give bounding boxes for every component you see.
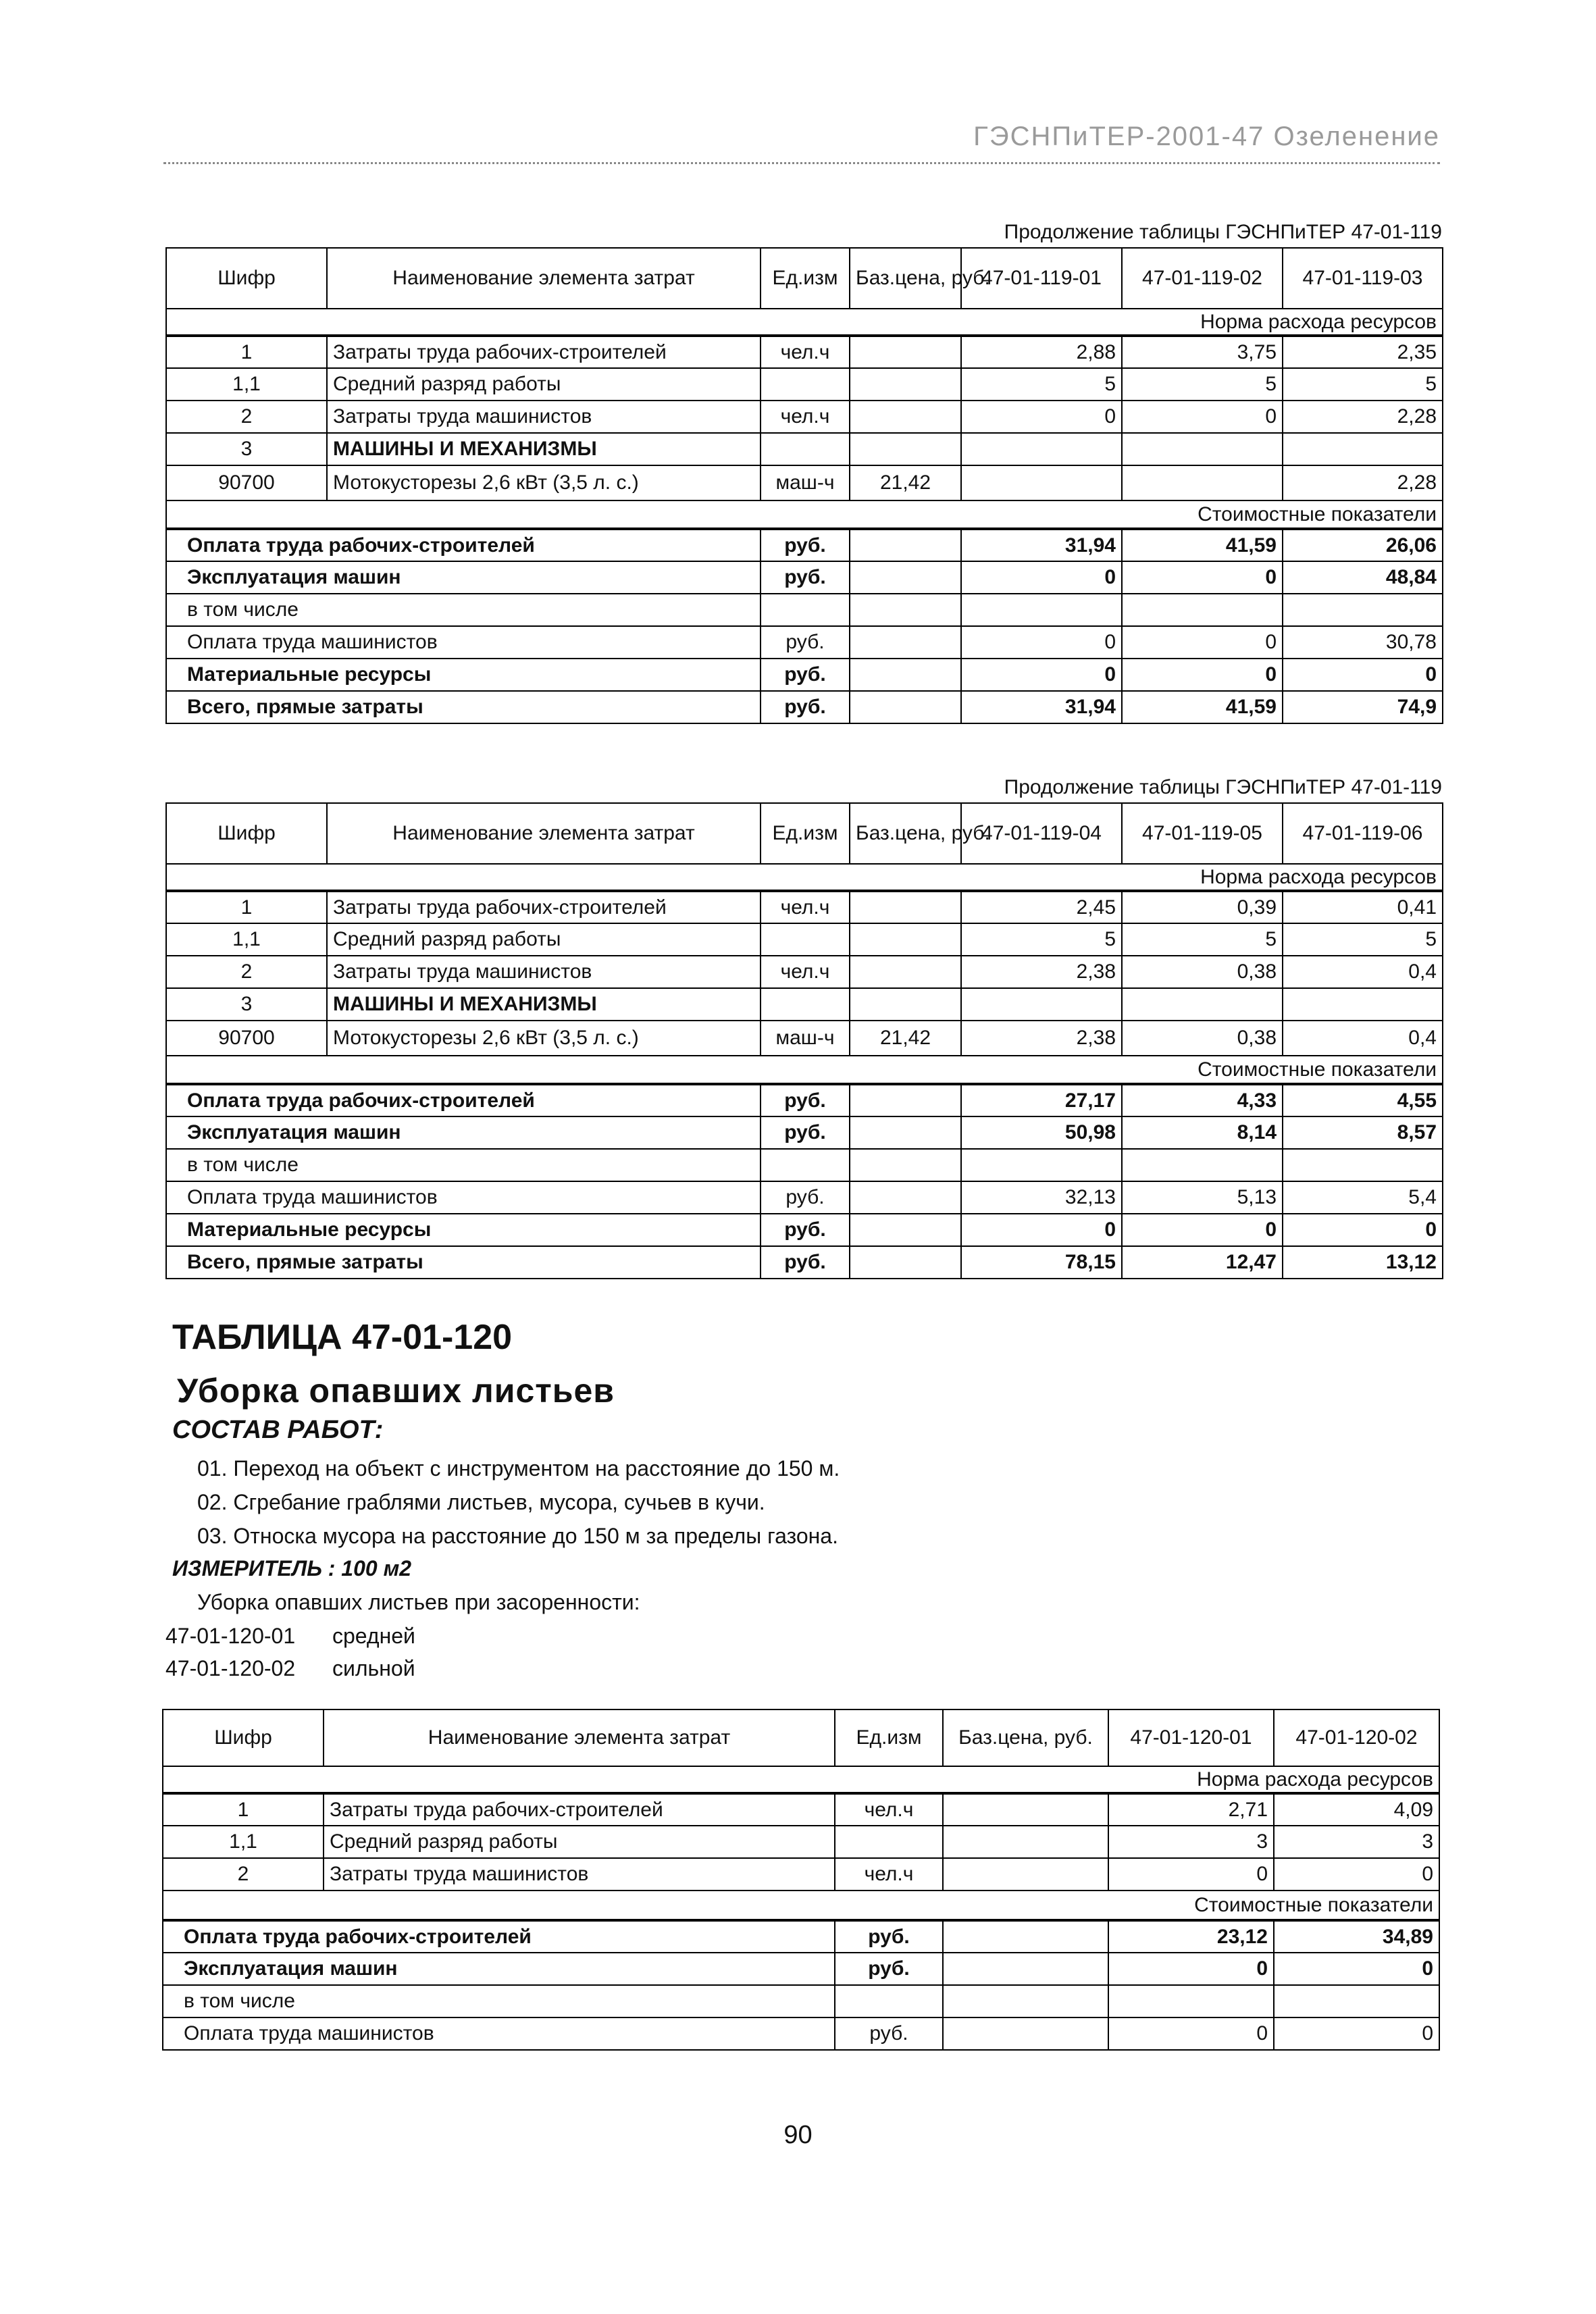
cost-value: 4,55 — [1283, 1084, 1443, 1116]
row-unit: чел.ч — [761, 401, 850, 433]
cost-label: Стоимостные показатели — [163, 1891, 1439, 1920]
cost-name: в том числе — [163, 1985, 835, 2017]
work-composition-label: СОСТАВ РАБОТ: — [172, 1416, 384, 1444]
row-price — [850, 336, 961, 368]
cost-value: 41,59 — [1122, 529, 1283, 561]
cost-value: 26,06 — [1283, 529, 1443, 561]
row-value: 2,71 — [1108, 1793, 1274, 1826]
row-code: 1 — [166, 336, 327, 368]
cost-unit — [761, 594, 850, 626]
row-value: 2,88 — [961, 336, 1122, 368]
cost-price — [943, 2017, 1108, 2050]
cost-value — [1274, 1985, 1439, 2017]
variants-intro: Уборка опавших листьев при засоренности: — [197, 1590, 640, 1614]
row-value: 2,28 — [1283, 465, 1443, 500]
row-value: 0 — [1122, 401, 1283, 433]
work-item: 03. Относка мусора на расстояние до 150 м за пределы газона. — [197, 1524, 838, 1548]
row-code: 3 — [166, 433, 327, 465]
row-name: Мотокусторезы 2,6 кВт (3,5 л. с.) — [327, 465, 761, 500]
cost-unit: руб. — [761, 659, 850, 691]
cost-name: Эксплуатация машин — [163, 1953, 835, 1985]
cost-value: 0 — [1122, 626, 1283, 659]
cost-value: 0 — [1122, 659, 1283, 691]
header-code: Шифр — [163, 1709, 324, 1766]
row-value: 0 — [961, 401, 1122, 433]
row-value: 5 — [961, 368, 1122, 401]
cost-value: 0 — [1108, 1953, 1274, 1985]
cost-label: Стоимостные показатели — [166, 500, 1443, 529]
header-col3: 47-01-119-03 — [1283, 248, 1443, 309]
row-value: 0,39 — [1122, 891, 1283, 923]
row-unit: маш-ч — [761, 465, 850, 500]
row-name: Затраты труда машинистов — [327, 956, 761, 988]
table-47-01-119-part1 — [165, 247, 1443, 724]
cost-name: в том числе — [166, 594, 761, 626]
row-value: 2,28 — [1283, 401, 1443, 433]
table1-caption: Продолжение таблицы ГЭСНПиТЕР 47-01-119 — [1004, 221, 1442, 243]
cost-value: 8,14 — [1122, 1116, 1283, 1149]
row-value: 2,38 — [961, 1021, 1122, 1056]
table2-caption: Продолжение таблицы ГЭСНПиТЕР 47-01-119 — [1004, 776, 1442, 798]
cost-value: 5,13 — [1122, 1181, 1283, 1214]
row-value: 0,38 — [1122, 956, 1283, 988]
row-value — [1122, 465, 1283, 500]
cost-value: 0 — [961, 659, 1122, 691]
cost-unit: руб. — [761, 561, 850, 594]
cost-unit: руб. — [761, 1084, 850, 1116]
cost-unit: руб. — [761, 626, 850, 659]
row-price — [943, 1826, 1108, 1858]
row-value — [1283, 433, 1443, 465]
row-code: 1 — [166, 891, 327, 923]
header-col1: 47-01-119-04 — [961, 803, 1122, 864]
row-value: 0,4 — [1283, 956, 1443, 988]
page-number: 90 — [783, 2121, 813, 2149]
cost-value: 74,9 — [1283, 691, 1443, 723]
row-unit — [835, 1826, 943, 1858]
cost-price — [850, 659, 961, 691]
row-name: Средний разряд работы — [327, 923, 761, 956]
cost-value: 32,13 — [961, 1181, 1122, 1214]
cost-unit: руб. — [835, 2017, 943, 2050]
row-value: 2,38 — [961, 956, 1122, 988]
row-value: 0 — [1274, 1858, 1439, 1891]
header-divider — [163, 162, 1440, 164]
row-code: 90700 — [166, 1021, 327, 1056]
row-value: 3 — [1108, 1826, 1274, 1858]
cost-unit — [761, 1149, 850, 1181]
cost-unit: руб. — [835, 1953, 943, 1985]
cost-value: 31,94 — [961, 529, 1122, 561]
row-name: Затраты труда машинистов — [327, 401, 761, 433]
cost-value: 48,84 — [1283, 561, 1443, 594]
row-value — [1122, 988, 1283, 1021]
cost-name: Оплата труда машинистов — [166, 626, 761, 659]
row-name: Затраты труда рабочих-строителей — [327, 336, 761, 368]
cost-price — [850, 594, 961, 626]
row-value — [961, 988, 1122, 1021]
cost-value — [1108, 1985, 1274, 2017]
row-price — [943, 1858, 1108, 1891]
cost-unit: руб. — [761, 1214, 850, 1246]
row-value — [1283, 988, 1443, 1021]
header-col2: 47-01-119-02 — [1122, 248, 1283, 309]
cost-price — [850, 1246, 961, 1279]
variant-label: сильной — [332, 1656, 415, 1680]
row-name: Мотокусторезы 2,6 кВт (3,5 л. с.) — [327, 1021, 761, 1056]
cost-value: 27,17 — [961, 1084, 1122, 1116]
row-value: 0,41 — [1283, 891, 1443, 923]
cost-name: Оплата труда машинистов — [166, 1181, 761, 1214]
cost-value: 13,12 — [1283, 1246, 1443, 1279]
cost-value: 34,89 — [1274, 1920, 1439, 1953]
cost-value: 0 — [1274, 1953, 1439, 1985]
variant-code: 47-01-120-01 — [165, 1624, 296, 1648]
row-code: 2 — [166, 401, 327, 433]
row-unit: чел.ч — [761, 956, 850, 988]
row-unit: чел.ч — [835, 1793, 943, 1826]
row-code: 90700 — [166, 465, 327, 500]
row-price — [850, 433, 961, 465]
cost-value: 0 — [961, 561, 1122, 594]
row-value — [961, 433, 1122, 465]
row-unit: чел.ч — [761, 336, 850, 368]
section-title: ТАБЛИЦА 47-01-120 — [172, 1318, 513, 1357]
header-name: Наименование элемента затрат — [327, 248, 761, 309]
cost-unit: руб. — [835, 1920, 943, 1953]
row-value: 5 — [1283, 923, 1443, 956]
row-value: 0,4 — [1283, 1021, 1443, 1056]
row-code: 2 — [166, 956, 327, 988]
row-unit — [761, 923, 850, 956]
cost-unit: руб. — [761, 1246, 850, 1279]
cost-value: 0 — [1283, 1214, 1443, 1246]
cost-name: Всего, прямые затраты — [166, 691, 761, 723]
row-unit: чел.ч — [835, 1858, 943, 1891]
row-value: 3 — [1274, 1826, 1439, 1858]
cost-price — [943, 1953, 1108, 1985]
row-code: 1 — [163, 1793, 324, 1826]
cost-value — [1283, 1149, 1443, 1181]
cost-value: 78,15 — [961, 1246, 1122, 1279]
norm-label: Норма расхода ресурсов — [166, 309, 1443, 336]
header-price: Баз.цена, руб. — [850, 248, 961, 309]
row-unit: маш-ч — [761, 1021, 850, 1056]
cost-name: Эксплуатация машин — [166, 561, 761, 594]
header-code: Шифр — [166, 803, 327, 864]
row-code: 2 — [163, 1858, 324, 1891]
row-value: 0 — [1108, 1858, 1274, 1891]
cost-value: 30,78 — [1283, 626, 1443, 659]
work-item: 01. Переход на объект с инструментом на расстояние до 150 м. — [197, 1456, 840, 1481]
cost-price — [850, 1214, 961, 1246]
row-unit — [761, 988, 850, 1021]
cost-value — [1122, 594, 1283, 626]
row-code: 3 — [166, 988, 327, 1021]
row-value: 2,45 — [961, 891, 1122, 923]
header-price: Баз.цена, руб. — [850, 803, 961, 864]
cost-price — [943, 1985, 1108, 2017]
norm-label: Норма расхода ресурсов — [163, 1766, 1439, 1793]
row-value: 5 — [1122, 923, 1283, 956]
header-unit: Ед.изм — [761, 248, 850, 309]
row-price: 21,42 — [850, 465, 961, 500]
row-value — [1122, 433, 1283, 465]
cost-value: 41,59 — [1122, 691, 1283, 723]
cost-price — [850, 691, 961, 723]
table-47-01-119-part2 — [165, 802, 1443, 1279]
cost-price — [850, 1149, 961, 1181]
cost-value — [961, 1149, 1122, 1181]
cost-value: 0 — [961, 626, 1122, 659]
cost-value: 4,33 — [1122, 1084, 1283, 1116]
header-col1: 47-01-119-01 — [961, 248, 1122, 309]
row-unit — [761, 433, 850, 465]
cost-value: 12,47 — [1122, 1246, 1283, 1279]
cost-name: Оплата труда машинистов — [163, 2017, 835, 2050]
table-47-01-120 — [162, 1709, 1440, 2051]
header-unit: Ед.изм — [835, 1709, 943, 1766]
cost-unit: руб. — [761, 1116, 850, 1149]
header-unit: Ед.изм — [761, 803, 850, 864]
header-col2: 47-01-119-05 — [1122, 803, 1283, 864]
cost-value: 0 — [1283, 659, 1443, 691]
header-name: Наименование элемента затрат — [324, 1709, 835, 1766]
cost-name: Всего, прямые затраты — [166, 1246, 761, 1279]
cost-price — [943, 1920, 1108, 1953]
cost-name: Оплата труда рабочих-строителей — [166, 529, 761, 561]
row-value: 5 — [1122, 368, 1283, 401]
header-col1: 47-01-120-01 — [1108, 1709, 1274, 1766]
cost-unit: руб. — [761, 529, 850, 561]
cost-name: Оплата труда рабочих-строителей — [163, 1920, 835, 1953]
header-col3: 47-01-119-06 — [1283, 803, 1443, 864]
row-value: 3,75 — [1122, 336, 1283, 368]
cost-name: Эксплуатация машин — [166, 1116, 761, 1149]
row-value: 2,35 — [1283, 336, 1443, 368]
cost-value — [1122, 1149, 1283, 1181]
row-name: МАШИНЫ И МЕХАНИЗМЫ — [327, 988, 761, 1021]
cost-name: Оплата труда рабочих-строителей — [166, 1084, 761, 1116]
cost-unit — [835, 1985, 943, 2017]
cost-value: 0 — [961, 1214, 1122, 1246]
page-header: ГЭСНПиТЕР-2001-47 Озеленение — [973, 122, 1440, 151]
cost-value: 31,94 — [961, 691, 1122, 723]
norm-label: Норма расхода ресурсов — [166, 864, 1443, 891]
work-item: 02. Сгребание граблями листьев, мусора, сучьев в кучи. — [197, 1490, 765, 1514]
row-price — [850, 368, 961, 401]
cost-price — [850, 561, 961, 594]
row-unit: чел.ч — [761, 891, 850, 923]
cost-name: Материальные ресурсы — [166, 659, 761, 691]
cost-value: 0 — [1108, 2017, 1274, 2050]
row-name: Средний разряд работы — [324, 1826, 835, 1858]
row-price: 21,42 — [850, 1021, 961, 1056]
cost-name: Материальные ресурсы — [166, 1214, 761, 1246]
section-subtitle: Уборка опавших листьев — [177, 1372, 615, 1410]
row-price — [850, 891, 961, 923]
row-value: 5 — [1283, 368, 1443, 401]
cost-value — [1283, 594, 1443, 626]
cost-value: 0 — [1122, 1214, 1283, 1246]
cost-value: 50,98 — [961, 1116, 1122, 1149]
row-unit — [761, 368, 850, 401]
row-price — [850, 956, 961, 988]
cost-value — [961, 594, 1122, 626]
cost-value: 8,57 — [1283, 1116, 1443, 1149]
cost-unit: руб. — [761, 691, 850, 723]
row-code: 1,1 — [166, 923, 327, 956]
cost-price — [850, 626, 961, 659]
row-name: МАШИНЫ И МЕХАНИЗМЫ — [327, 433, 761, 465]
row-price — [943, 1793, 1108, 1826]
cost-name: в том числе — [166, 1149, 761, 1181]
cost-value: 23,12 — [1108, 1920, 1274, 1953]
cost-value: 0 — [1274, 2017, 1439, 2050]
variant-code: 47-01-120-02 — [165, 1656, 296, 1680]
cost-unit: руб. — [761, 1181, 850, 1214]
cost-label: Стоимостные показатели — [166, 1056, 1443, 1084]
header-col2: 47-01-120-02 — [1274, 1709, 1439, 1766]
cost-value: 0 — [1122, 561, 1283, 594]
row-price — [850, 988, 961, 1021]
row-value: 0,38 — [1122, 1021, 1283, 1056]
row-price — [850, 923, 961, 956]
row-name: Затраты труда машинистов — [324, 1858, 835, 1891]
row-name: Средний разряд работы — [327, 368, 761, 401]
variant-label: средней — [332, 1624, 415, 1648]
cost-price — [850, 1116, 961, 1149]
row-code: 1,1 — [166, 368, 327, 401]
row-name: Затраты труда рабочих-строителей — [324, 1793, 835, 1826]
row-value: 4,09 — [1274, 1793, 1439, 1826]
measure-unit: ИЗМЕРИТЕЛЬ : 100 м2 — [172, 1556, 412, 1580]
cost-price — [850, 529, 961, 561]
cost-price — [850, 1084, 961, 1116]
row-value: 5 — [961, 923, 1122, 956]
cost-price — [850, 1181, 961, 1214]
header-name: Наименование элемента затрат — [327, 803, 761, 864]
row-name: Затраты труда рабочих-строителей — [327, 891, 761, 923]
header-code: Шифр — [166, 248, 327, 309]
header-price: Баз.цена, руб. — [943, 1709, 1108, 1766]
row-code: 1,1 — [163, 1826, 324, 1858]
cost-value: 5,4 — [1283, 1181, 1443, 1214]
row-price — [850, 401, 961, 433]
row-value — [961, 465, 1122, 500]
